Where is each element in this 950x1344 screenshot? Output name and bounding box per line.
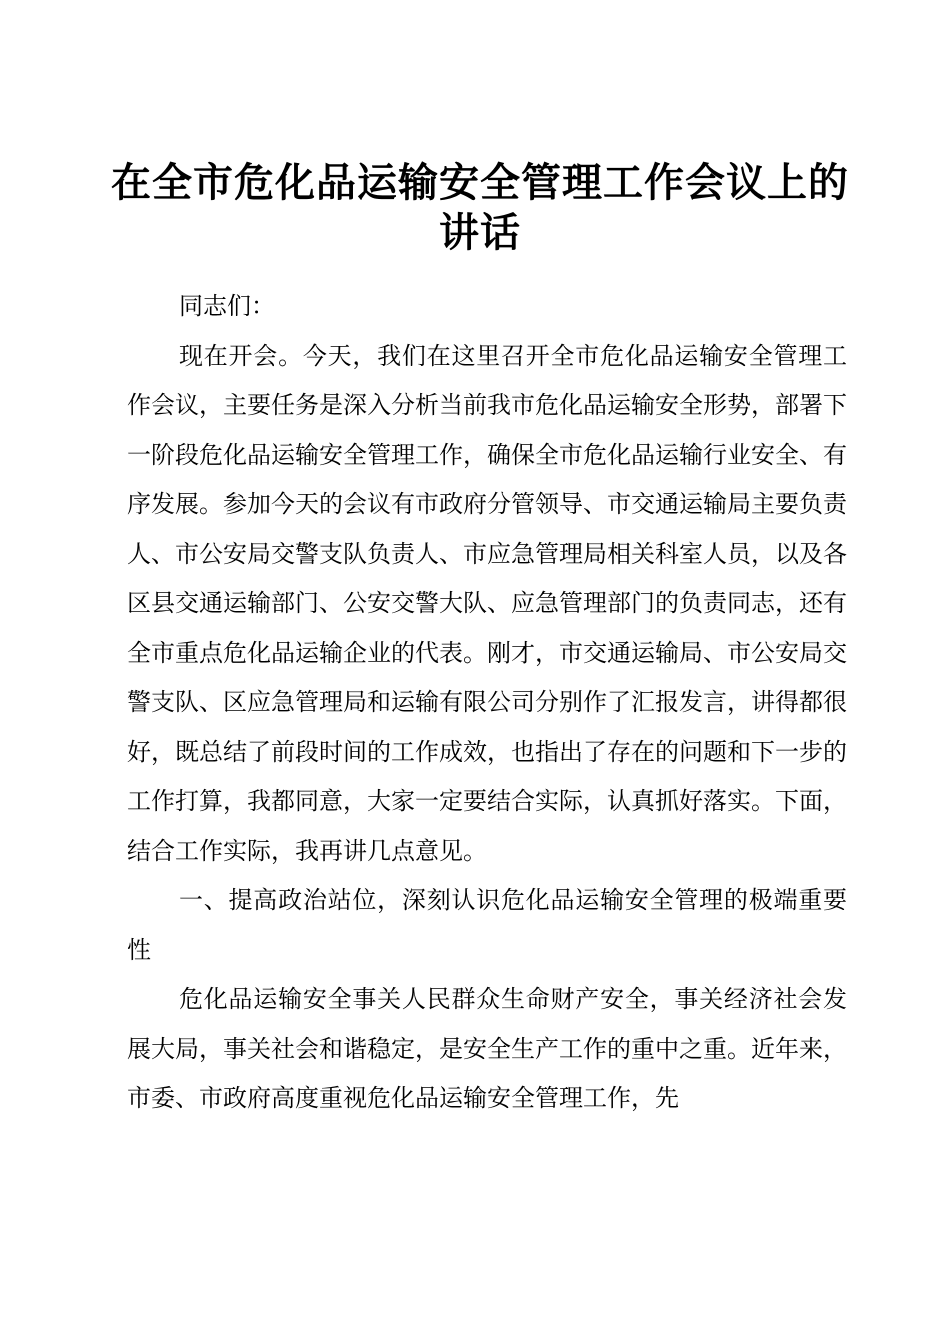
document-body xyxy=(127,282,847,1124)
section-heading: 一、提高政治站位，深刻认识危化品运输安全管理的极端重要性 xyxy=(127,886,847,964)
section-paragraph: 危化品运输安全事关人民群众生命财产安全，事关经济社会发展大局，事关社会和谐稳定，是安全生产工作的重中之重。近年来，市委、市政府高度重视危化品运输安全管理工作，先 xyxy=(127,985,847,1112)
salutation: 同志们： xyxy=(179,292,275,320)
document-title: 在全市危化品运输安全管理工作会议上的讲话 xyxy=(111,159,849,256)
opening-paragraph: 现在开会。今天，我们在这里召开全市危化品运输安全管理工作会议，主要任务是深入分析当前我市危化品运输安全形势，部署下一阶段危化品运输安全管理工作，确保全市危化品运输行业安全、有序发展。参加今天的会议有市政府分管领导、市交通运输局主要负责人、市公安局交警支队负责人、市应急管理局相关科室人员，以及各区县交通运输部门、公安交警大队、应急管理部门的负责同志，还有全市重点危化品运输企业的代表。刚才，市交通运输局、市公安局交警支队、区应急管理局和运输有限公司分别作了汇报发言，讲得都很好，既总结了前段时间的工作成效，也指出了存在的问题和下一步的工作打算，我都同意，大家一定要结合实际，认真抓好落实。下面，结合工作实际，我再讲几点意见。 xyxy=(127,341,847,865)
